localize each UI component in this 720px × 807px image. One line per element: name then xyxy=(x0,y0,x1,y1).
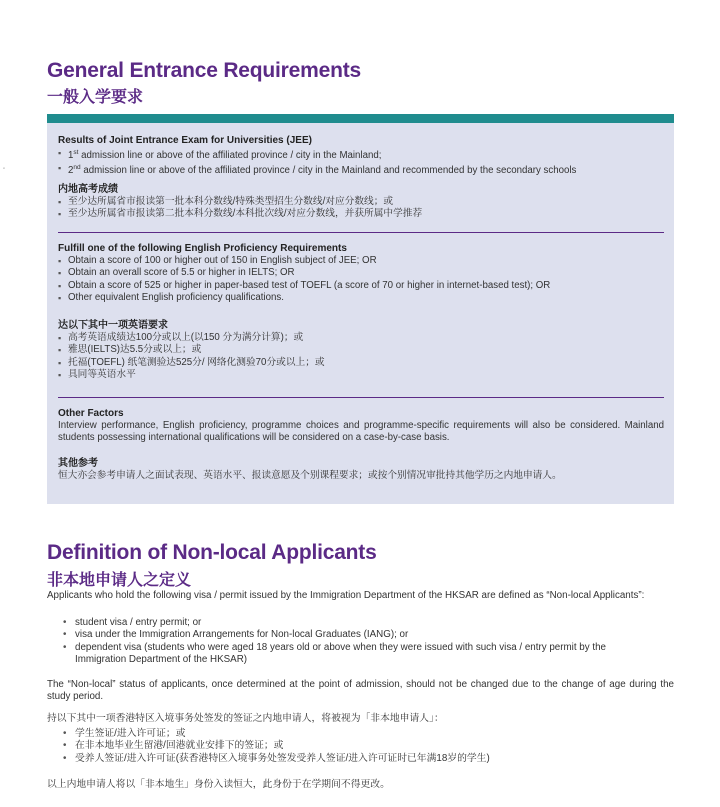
other-text: Interview performance, English proficiency, programme choices and programme-specific requirements will also be considered. Mainland students possessing international qualifications will be considered on a case-by-case basis. xyxy=(58,420,664,444)
jee-cn-block xyxy=(58,184,664,221)
requirements-box xyxy=(47,114,674,504)
margin-mark: ◦ xyxy=(3,166,6,172)
jee-title: Results of Joint Entrance Exam for Universities (JEE) xyxy=(58,135,312,146)
english-cn-item: ▪ 雅思(IELTS)达5.5分或以上；或 xyxy=(58,344,664,356)
nonlocal-intro: Applicants who hold the following visa / permit issued by the Immigration Department of the HKSAR are defined as “Non-local Applicants”: xyxy=(47,590,645,601)
entrance-title-cn: 一般入学要求 xyxy=(47,89,144,106)
english-item: ▪ Obtain a score of 100 or higher out of 150 in English subject of JEE; OR xyxy=(58,255,664,267)
jee-cn-title: 内地高考成绩 xyxy=(58,184,118,195)
jee-item-1: ▪ 1st admission line or above of the affiliated province / city in the Mainland; xyxy=(58,147,664,162)
jee-block xyxy=(58,135,664,178)
nonlocal-list xyxy=(63,617,653,667)
english-cn-item: ▪ 高考英语成绩达100分或以上(以150 分为满分计算)；或 xyxy=(58,332,664,344)
nonlocal-status-cn: 以上内地申请人将以「非本地生」身份入读恒大，此身份于在学期间不得更改。 xyxy=(47,779,390,790)
nonlocal-cn-item: • 受养人签证/进入许可证(获香港特区入境事务处签发受养人签证/进入许可证时已年满18岁的学生) xyxy=(63,753,653,765)
other-cn-text: 恒大亦会参考申请人之面试表现、英语水平、报读意愿及个别课程要求；或按个别情况审批持其他学历之内地申请人。 xyxy=(58,470,562,482)
nonlocal-status: The “Non-local” status of applicants, once determined at the point of admission, should not be changed due to the change of age during the study period. xyxy=(47,679,674,703)
nonlocal-item: • visa under the Immigration Arrangements for Non-local Graduates (IANG); or xyxy=(63,629,653,641)
other-cn-title: 其他参考 xyxy=(58,458,98,469)
jee-item-2: ▪ 2nd admission line or above of the affiliated province / city in the Mainland and recommended by the secondary schools xyxy=(58,162,664,177)
english-item: ▪ Obtain an overall score of 5.5 or higher in IELTS; OR xyxy=(58,267,664,279)
other-cn-block xyxy=(58,458,664,482)
box-top-bar xyxy=(47,114,674,123)
nonlocal-list-cn xyxy=(63,728,653,765)
nonlocal-item: • dependent visa (students who were aged 18 years old or above when they were issued with such visa / entry permit by the Immigration Department of the HKSAR) xyxy=(63,642,653,667)
nonlocal-title-cn: 非本地申请人之定义 xyxy=(47,572,192,589)
english-cn-item: ▪ 托福(TOEFL) 纸笔测验达525分/ 网络化测验70分或以上；或 xyxy=(58,357,664,369)
english-title: Fulfill one of the following English Proficiency Requirements xyxy=(58,243,347,254)
nonlocal-cn-item: • 在非本地毕业生留港/回港就业安排下的签证；或 xyxy=(63,740,653,752)
divider xyxy=(58,232,664,233)
other-title: Other Factors xyxy=(58,408,124,419)
jee-cn-item: ▪ 至少达所属省市报读第二批本科分数线/本科批次线/对应分数线，并获所属中学推荐 xyxy=(58,208,664,220)
english-cn-title: 达以下其中一项英语要求 xyxy=(58,320,168,331)
nonlocal-intro-cn: 持以下其中一项香港特区入境事务处签发的签证之内地申请人，将被视为「非本地申请人」： xyxy=(47,713,444,724)
english-item: ▪ Obtain a score of 525 or higher in paper-based test of TOEFL (a score of 70 or higher in internet-based test); OR xyxy=(58,280,664,292)
english-item: ▪ Other equivalent English proficiency qualifications. xyxy=(58,292,664,304)
divider xyxy=(58,397,664,398)
nonlocal-item: • student visa / entry permit; or xyxy=(63,617,653,629)
nonlocal-title-en: Definition of Non-local Applicants xyxy=(47,541,377,564)
english-cn-item: ▪ 具同等英语水平 xyxy=(58,369,664,381)
jee-cn-item: ▪ 至少达所属省市报读第一批本科分数线/特殊类型招生分数线/对应分数线；或 xyxy=(58,196,664,208)
nonlocal-cn-item: • 学生签证/进入许可证；或 xyxy=(63,728,653,740)
english-block xyxy=(58,243,664,304)
other-block xyxy=(58,408,664,445)
english-cn-block xyxy=(58,320,664,381)
entrance-title-en: General Entrance Requirements xyxy=(47,59,361,82)
